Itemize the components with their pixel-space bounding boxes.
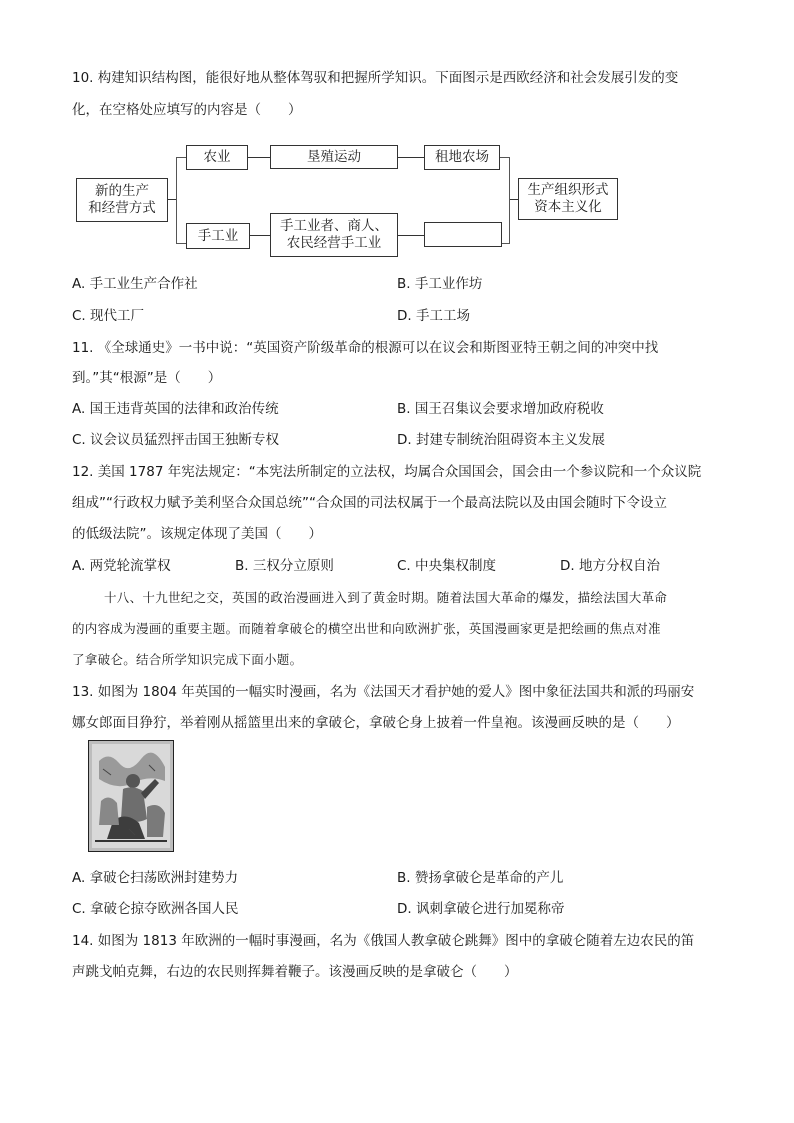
q11-stem-line-1: 11. 《全球通史》一书中说：“英国资产阶级革命的根源可以在议会和斯图亚特王朝之间的冲突中找 — [72, 340, 659, 356]
q12-option-d[interactable]: D. 地方分权自治 — [560, 558, 660, 574]
box-craftsmen — [270, 213, 398, 257]
q12-stem-line-2: 组成”“行政权力赋予美利坚合众国总统”“合众国的司法权属于一个最高法院以及由国会随时下令设立 — [72, 495, 667, 511]
passage-line-3: 了拿破仑。结合所学知识完成下面小题。 — [72, 652, 303, 667]
left-connector — [168, 199, 176, 200]
box-tenant-farm-label: 租地农场 — [435, 149, 489, 165]
left-bracket — [176, 157, 186, 244]
q12-option-a[interactable]: A. 两党轮流掌权 — [72, 558, 171, 574]
q11-stem-line-2: 到。”其“根源”是（ ） — [72, 370, 222, 386]
box-handicraft — [186, 223, 250, 249]
box-handicraft-label: 手工业 — [197, 227, 239, 244]
q14-stem-line-2: 声跳戈帕克舞，右边的农民则挥舞着鞭子。该漫画反映的是拿破仑（ ） — [72, 964, 518, 980]
passage-line-2: 的内容成为漫画的重要主题。而随着拿破仑的横空出世和向欧洲扩张，英国漫画家更是把绘画的焦点对准 — [72, 621, 661, 636]
q10-option-b[interactable]: B. 手工业作坊 — [397, 276, 483, 292]
q10-stem-line-1: 10. 构建知识结构图，能很好地从整体驾驭和把握所学知识。下面图示是西欧经济和社会发展引发的变 — [72, 70, 679, 86]
box-agriculture-label: 农业 — [203, 149, 231, 165]
box-new-production-line-1: 新的生产 — [95, 183, 149, 199]
q13-option-c[interactable]: C. 拿破仑掠夺欧洲各国人民 — [72, 901, 239, 917]
q12-option-c[interactable]: C. 中央集权制度 — [397, 558, 497, 574]
box-capitalism — [518, 178, 618, 220]
box-agriculture — [186, 145, 248, 170]
q13-stem-line-2: 娜女郎面目狰狞，举着刚从摇篮里出来的拿破仑，拿破仑身上披着一件皇袍。该漫画反映的是（ ） — [72, 715, 680, 731]
q13-option-b[interactable]: B. 赞扬拿破仑是革命的产儿 — [397, 870, 564, 886]
passage-line-1: 十八、十九世纪之交，英国的政治漫画进入到了黄金时期。随着法国大革命的爆发，描绘法国大革命 — [104, 590, 668, 605]
q14-stem-line-1: 14. 如图为 1813 年欧洲的一幅时事漫画，名为《俄国人教拿破仑跳舞》图中的拿破仑随着左边农民的笛 — [72, 933, 695, 949]
q13-option-d[interactable]: D. 讽刺拿破仑进行加冕称帝 — [397, 901, 565, 917]
box-reclamation — [270, 145, 398, 169]
q11-option-c[interactable]: C. 议会议员猛烈抨击国王独断专权 — [72, 432, 280, 448]
q12-stem-line-1: 12. 美国 1787 年宪法规定：“本宪法所制定的立法权，均属合众国国会，国会由一个参议院和一个众议院 — [72, 464, 702, 480]
box-capitalism-line-2: 资本主义化 — [534, 199, 602, 215]
box-blank — [424, 222, 502, 247]
q11-option-d[interactable]: D. 封建专制统治阻碍资本主义发展 — [397, 432, 605, 448]
q11-option-a[interactable]: A. 国王违背英国的法律和政治传统 — [72, 401, 279, 417]
q11-option-b[interactable]: B. 国王召集议会要求增加政府税收 — [397, 401, 604, 417]
q10-option-c[interactable]: C. 现代工厂 — [72, 308, 145, 324]
q13-stem-line-1: 13. 如图为 1804 年英国的一幅实时漫画，名为《法国天才看护她的爱人》图中象征法国共和派的玛丽安 — [72, 684, 695, 700]
q12-option-b[interactable]: B. 三权分立原则 — [235, 558, 334, 574]
cartoon-image — [88, 740, 174, 852]
box-new-production — [76, 178, 168, 222]
connector-reclaim-tenant — [398, 157, 424, 158]
q12-stem-line-3: 的低级法院”。该规定体现了美国（ ） — [72, 526, 322, 542]
connector-agri-reclaim — [248, 157, 270, 158]
q13-option-a[interactable]: A. 拿破仑扫荡欧洲封建势力 — [72, 870, 239, 886]
right-connector — [510, 199, 518, 200]
box-reclamation-label: 垦殖运动 — [307, 148, 361, 165]
connector-craftsmen-blank — [398, 235, 424, 236]
q10-option-d[interactable]: D. 手工工场 — [397, 308, 470, 324]
q10-stem-line-2: 化，在空格处应填写的内容是（ ） — [72, 102, 302, 118]
cartoon-illustration — [89, 741, 173, 851]
box-craftsmen-line-1: 手工业者、商人、 — [280, 218, 388, 234]
box-new-production-line-2: 和经营方式 — [88, 200, 156, 216]
box-capitalism-line-1: 生产组织形式 — [527, 182, 609, 198]
box-craftsmen-line-2: 农民经营手工业 — [286, 235, 382, 251]
connector-craft-craftsmen — [250, 235, 270, 236]
q10-option-a[interactable]: A. 手工业生产合作社 — [72, 276, 198, 292]
box-tenant-farm — [424, 145, 500, 170]
